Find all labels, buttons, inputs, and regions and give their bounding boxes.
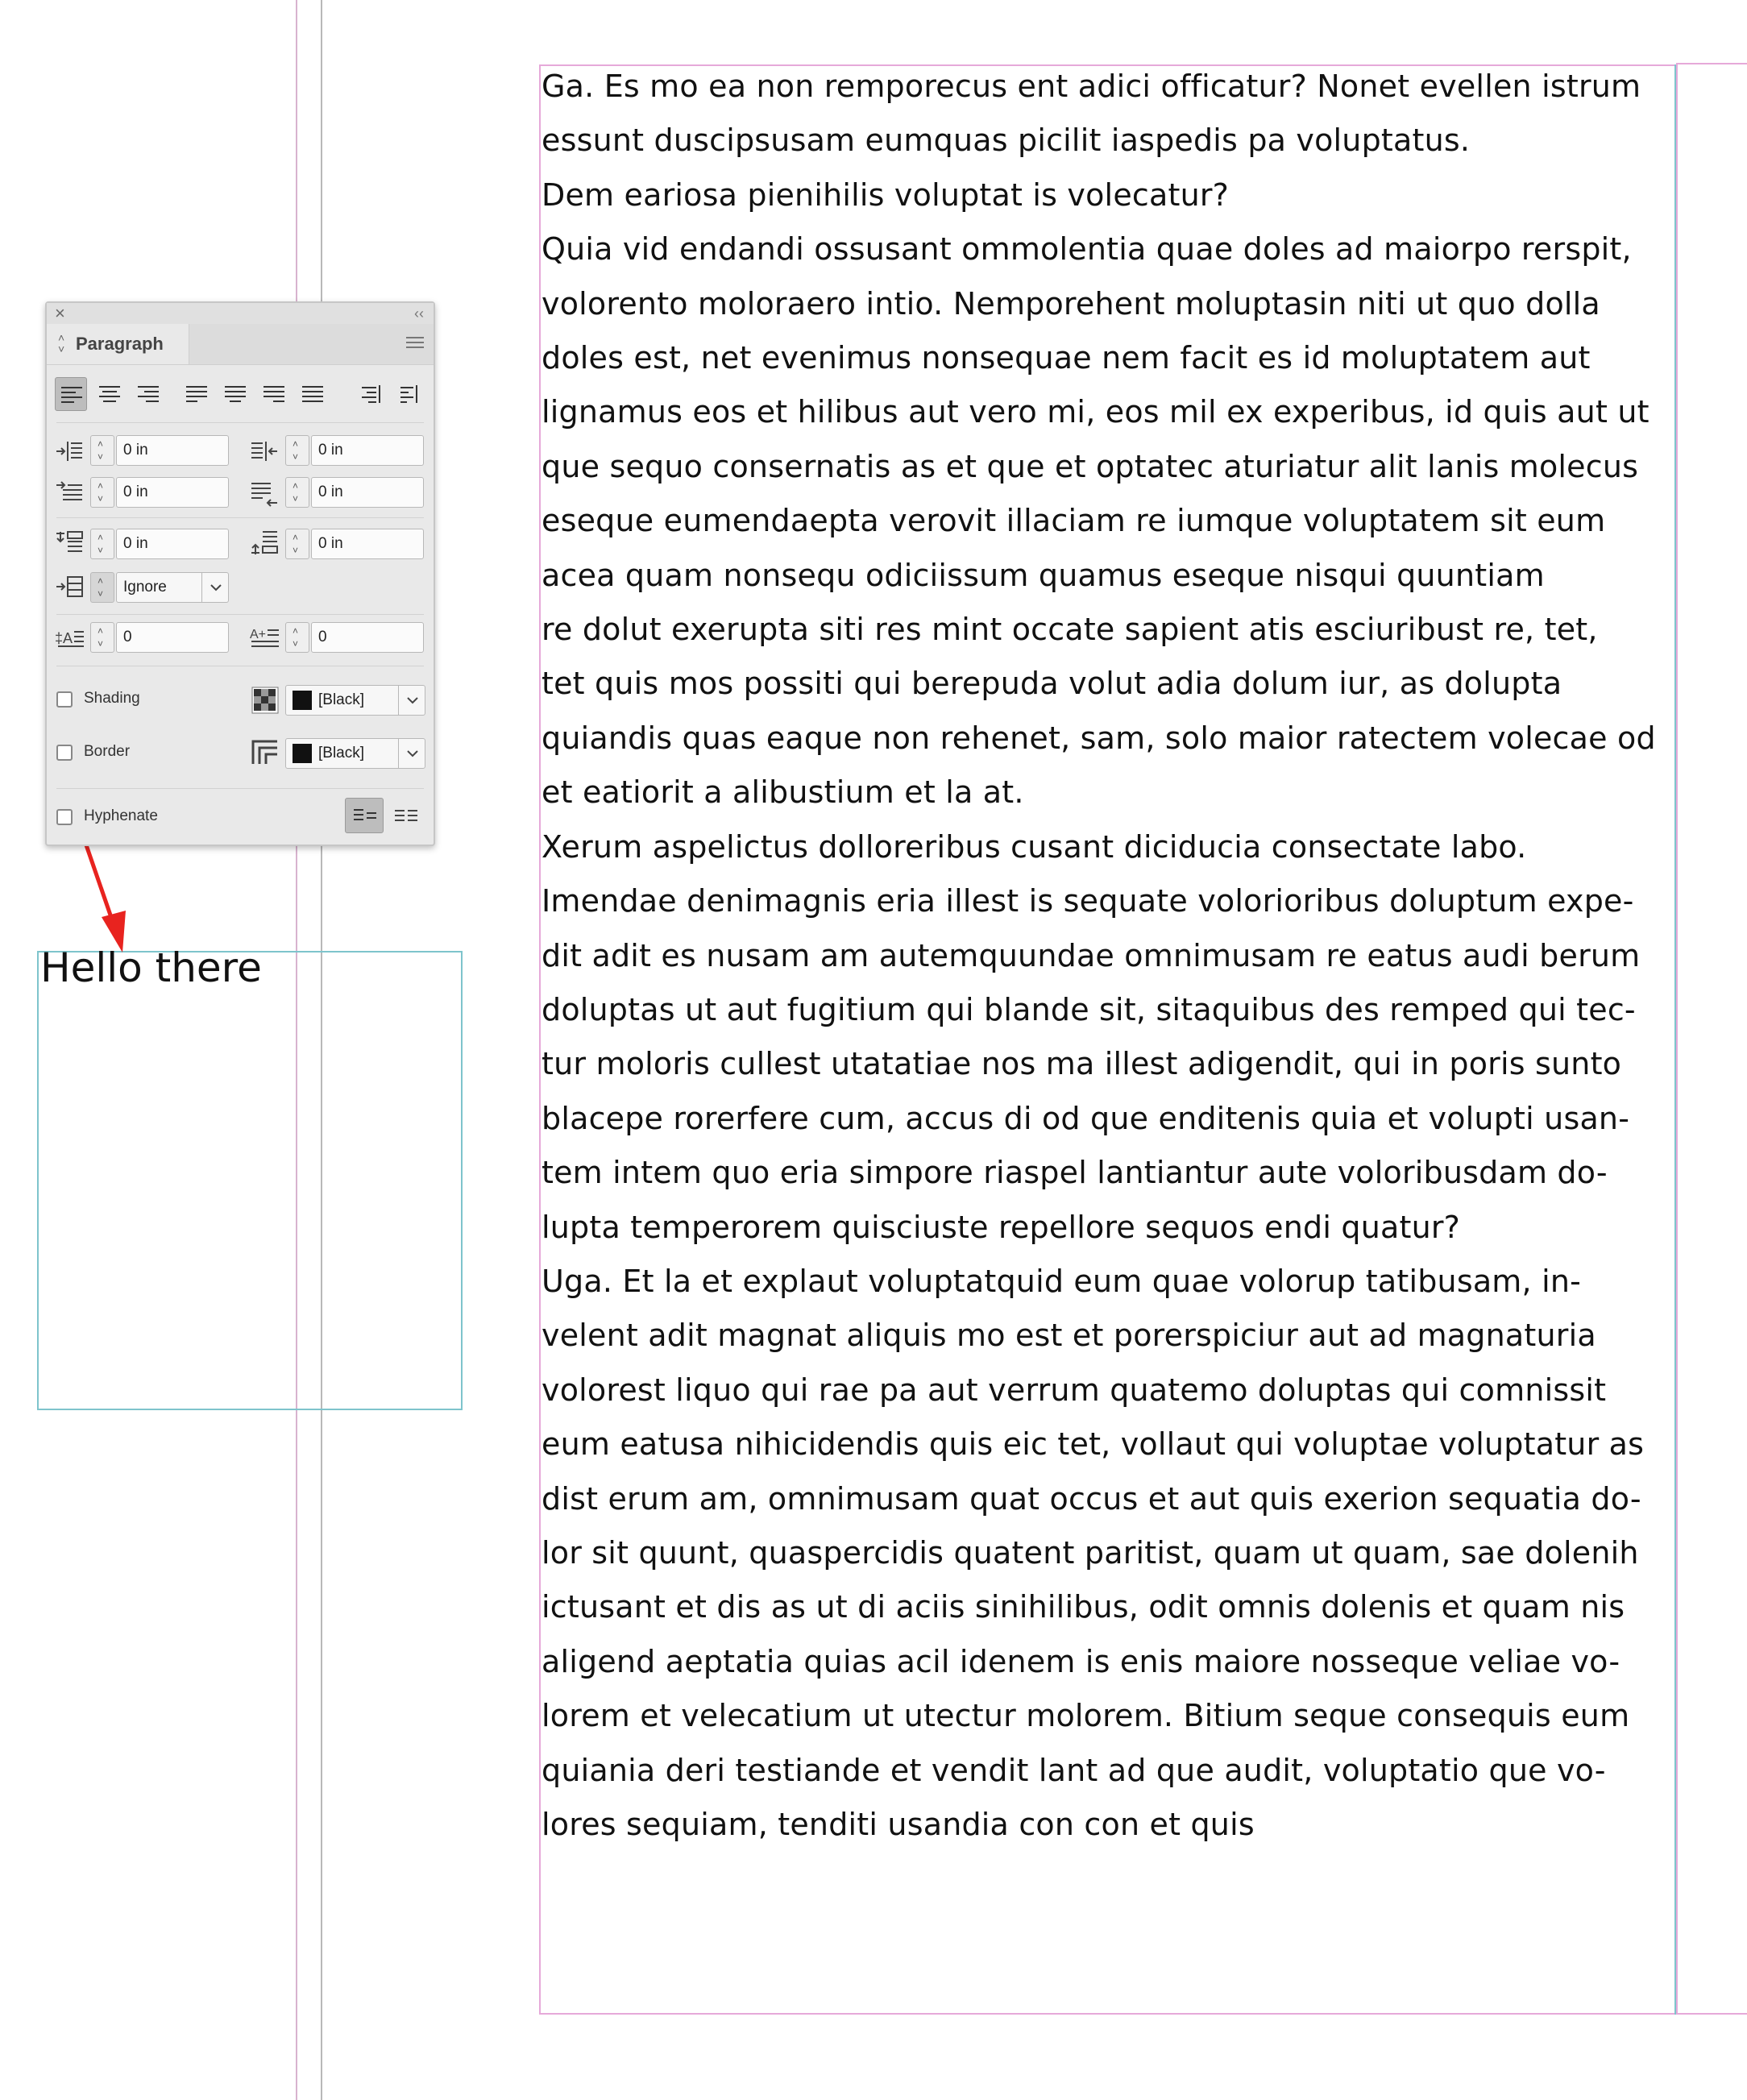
panel-titlebar[interactable]: [47, 303, 434, 324]
justify-center-button[interactable]: [219, 377, 251, 411]
alignment-buttons: [55, 377, 427, 413]
first-line-indent-stepper[interactable]: ˄ ˅: [90, 477, 114, 508]
text-line[interactable]: que sequo consernatis as et que et optatec aturiatur alit lanis molecus: [542, 448, 1639, 484]
text-line[interactable]: lores sequiam, tenditi usandia con con et quis: [542, 1807, 1255, 1842]
justify-left-button[interactable]: [181, 377, 213, 411]
bottom-margin-guide: [1676, 2013, 1747, 2015]
shading-color-dropdown[interactable]: [398, 685, 425, 716]
text-line[interactable]: doles est, net evenimus nonsequae nem facit es id moluptatem aut: [542, 340, 1591, 376]
align-to-grid-select[interactable]: Ignore: [116, 572, 229, 603]
text-line[interactable]: Dem eariosa pienihilis voluptat is volecatur?: [542, 176, 1230, 213]
hyphenate-checkbox[interactable]: [56, 809, 73, 825]
tab-paragraph[interactable]: [47, 324, 189, 364]
text-line[interactable]: dist erum am, omnimusam quat occus et aut quis exerion sequatia do-: [542, 1480, 1641, 1517]
separator: [56, 614, 424, 615]
text-line[interactable]: Xerum aspelictus dolloreribus cusant diciducia consectate labo.: [542, 828, 1527, 865]
adobe-paragraph-composer-button[interactable]: [388, 798, 424, 833]
text-line[interactable]: volorest liquo qui rae pa aut verrum quatemo doluptas qui comnissit: [542, 1372, 1607, 1408]
last-line-indent-field[interactable]: 0 in: [311, 477, 424, 508]
drop-cap-chars-stepper[interactable]: ˄ ˅: [285, 622, 309, 653]
tab-label: Paragraph: [76, 334, 164, 354]
top-margin-guide: [1676, 63, 1747, 64]
text-line[interactable]: re dolut exerupta siti res mint occate sapient atis esciuribust re, tet,: [542, 612, 1598, 648]
text-line[interactable]: Ga. Es mo ea non remporecus ent adici officatur? Nonet evellen istrum: [542, 68, 1641, 104]
left-indent-stepper[interactable]: ˄ ˅: [90, 435, 114, 466]
text-line[interactable]: aligend aeptatia quias acil idenem is enis maiore nosseque veliae vo-: [542, 1643, 1620, 1679]
text-line[interactable]: tem intem quo eria simpore riaspel lantiantur aute voloribusdam do-: [542, 1155, 1608, 1191]
hello-text-frame[interactable]: [37, 951, 463, 1410]
separator: [56, 788, 424, 789]
text-line[interactable]: essunt duscipsusam eumquas picilit iaspedis pa voluptatus.: [542, 122, 1471, 159]
text-line[interactable]: acea quam nonsequ odiciissum quamus eseque nisqui quuntiam: [542, 557, 1545, 593]
space-before-field[interactable]: 0 in: [116, 529, 229, 559]
tab-expand-icon[interactable]: ˄ ˅: [58, 331, 65, 355]
text-line[interactable]: ictusant et dis as ut di aciis sinihilibus, odit omnis dolenis et quam nis: [542, 1589, 1625, 1625]
text-line[interactable]: et eatiorit a alibustium et la at.: [542, 774, 1024, 811]
text-line[interactable]: Imendae denimagnis eria illest is sequate volorioribus doluptum expe-: [542, 883, 1634, 919]
left-indent-icon: [55, 437, 84, 466]
border-label: Border: [84, 743, 131, 760]
paragraph-panel: [45, 301, 435, 846]
text-line[interactable]: quiandis quas eaque non rehenet, sam, solo maior ratectem volecae od: [542, 720, 1656, 756]
text-line[interactable]: eseque eumendaepta verovit illaciam re iumque voluptatem sit eum: [542, 503, 1606, 539]
align-right-button[interactable]: [132, 377, 164, 411]
drop-cap-lines-field[interactable]: 0: [116, 622, 229, 653]
text-line[interactable]: tet quis mos possiti qui berepuda volut adia dolum iur, as dolupta: [542, 666, 1562, 702]
border-checkbox[interactable]: [56, 745, 73, 761]
text-line[interactable]: Quia vid endandi ossusant ommolentia quae doles ad maiorpo rerspit,: [542, 231, 1632, 268]
hyphenate-label: Hyphenate: [84, 807, 158, 824]
text-line[interactable]: lignamus eos et hilibus aut vero mi, eos mil ex experibus, id quis aut ut: [542, 394, 1649, 430]
svg-text:A+: A+: [250, 628, 267, 641]
shading-label: Shading: [84, 690, 140, 707]
text-line[interactable]: lorem et velecatium ut utectur molorem. Bitium seque consequis eum: [542, 1698, 1630, 1734]
shading-checkbox[interactable]: [56, 691, 73, 708]
border-color-swatch: [293, 744, 312, 763]
panel-menu-icon[interactable]: [406, 337, 424, 351]
shading-color-label: [Black]: [318, 691, 365, 708]
collapse-icon[interactable]: ‹‹: [414, 305, 424, 322]
align-to-grid-icon: [55, 572, 84, 601]
align-left-button[interactable]: [55, 377, 87, 411]
text-line[interactable]: Uga. Et la et explaut voluptatquid eum quae volorup tatibusam, in-: [542, 1263, 1582, 1299]
close-icon[interactable]: ×: [55, 303, 65, 323]
first-line-indent-field[interactable]: 0 in: [116, 477, 229, 508]
text-line[interactable]: lupta temperorem quisciuste repellore sequos endi quatur?: [542, 1209, 1461, 1245]
space-before-icon: [55, 529, 84, 558]
adobe-single-line-composer-button[interactable]: [345, 798, 384, 833]
space-before-stepper[interactable]: ˄ ˅: [90, 529, 114, 559]
hello-text[interactable]: Hello there: [40, 944, 262, 991]
text-line[interactable]: velent adit magnat aliquis mo est et porerspiciur aut ad magnaturia: [542, 1318, 1596, 1354]
right-indent-icon: [250, 437, 279, 466]
last-line-indent-stepper[interactable]: ˄ ˅: [285, 477, 309, 508]
align-towards-spine-button[interactable]: [355, 377, 387, 411]
text-line[interactable]: lor sit quunt, quaspercidis quatent paritist, quam ut quam, sae dolenih: [542, 1534, 1639, 1571]
justify-all-button[interactable]: [297, 377, 329, 411]
border-color-dropdown[interactable]: [398, 738, 425, 769]
text-line[interactable]: doluptas ut aut fugitium qui blande sit, sitaquibus des remped qui tec-: [542, 991, 1636, 1027]
align-to-grid-dropdown[interactable]: [201, 572, 229, 603]
drop-cap-lines-stepper[interactable]: ˄ ˅: [90, 622, 114, 653]
shading-settings-icon[interactable]: [251, 687, 279, 714]
border-settings-icon[interactable]: [251, 738, 279, 766]
drop-cap-lines-icon: [55, 624, 84, 653]
panel-tabbar: [47, 324, 434, 365]
text-line[interactable]: blacepe rorerfere cum, accus di od que enditenis quia et volupti usan-: [542, 1100, 1630, 1136]
separator: [56, 517, 424, 518]
border-color-label: [Black]: [318, 745, 365, 762]
right-indent-stepper[interactable]: ˄ ˅: [285, 435, 309, 466]
align-to-grid-stepper[interactable]: ˄ ˅: [90, 572, 114, 603]
justify-right-button[interactable]: [258, 377, 290, 411]
svg-text:‡A: ‡A: [55, 630, 73, 646]
drop-cap-chars-field[interactable]: 0: [311, 622, 424, 653]
space-after-field[interactable]: 0 in: [311, 529, 424, 559]
first-line-indent-icon: [55, 479, 84, 508]
text-line[interactable]: eum eatusa nihicidendis quis eic tet, vollaut qui voluptae voluptatur as: [542, 1426, 1645, 1463]
text-line[interactable]: volorento moloraero intio. Nemporehent moluptasin niti ut quo dolla: [542, 285, 1600, 322]
last-line-indent-icon: [250, 479, 279, 508]
chevron-down-icon: [210, 583, 222, 592]
shading-color-swatch: [293, 691, 312, 710]
chevron-down-icon: [406, 695, 419, 705]
align-center-button[interactable]: [93, 377, 126, 411]
space-after-stepper[interactable]: ˄ ˅: [285, 529, 309, 559]
separator: [56, 422, 424, 423]
left-indent-field[interactable]: 0 in: [116, 435, 229, 466]
chevron-down-icon: [406, 749, 419, 758]
main-story-text[interactable]: [542, 60, 1686, 1852]
text-line[interactable]: tur moloris cullest utatatiae nos ma illest adigendit, qui in poris sunto: [542, 1046, 1622, 1082]
space-after-icon: [250, 529, 279, 558]
align-away-from-spine-button[interactable]: [392, 377, 424, 411]
text-line[interactable]: dit adit es nusam am autemquundae omnimusam re eatus audi berum: [542, 937, 1641, 973]
text-line[interactable]: quiania deri testiande et vendit lant ad que audit, voluptatio que vo-: [542, 1752, 1606, 1788]
red-arrow-icon: [73, 830, 137, 959]
drop-cap-chars-icon: [250, 624, 279, 653]
right-indent-field[interactable]: 0 in: [311, 435, 424, 466]
